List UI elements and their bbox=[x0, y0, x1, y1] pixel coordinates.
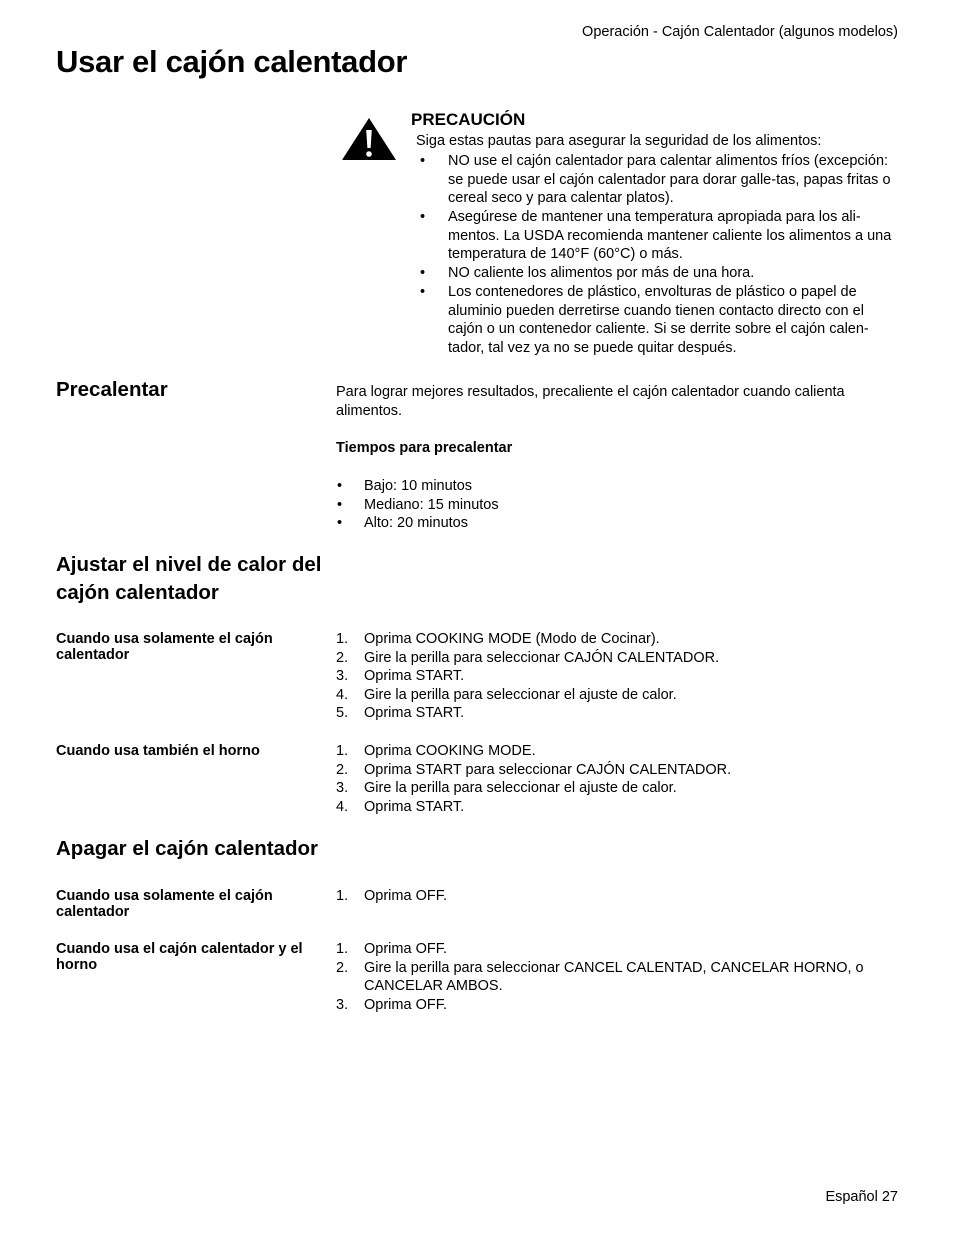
list-item: • NO caliente los alimentos por más de una hora. bbox=[416, 264, 902, 283]
caution-title: PRECAUCIÓN bbox=[411, 110, 526, 129]
list-item: 2. Gire la perilla para seleccionar CAJÓN CALENTADOR. bbox=[336, 649, 720, 666]
page-title: Usar el cajón calentador bbox=[56, 44, 408, 79]
adjust-heading: Ajustar el nivel de calor del cajón calentador bbox=[56, 553, 322, 604]
preheat-heading: Precalentar bbox=[56, 378, 168, 401]
preheat-times-title: Tiempos para precalentar bbox=[336, 440, 513, 456]
list-item: 4. Oprima START. bbox=[336, 798, 465, 815]
list-item: 3. Oprima OFF. bbox=[336, 996, 447, 1013]
list-item: 1. Oprima OFF. bbox=[336, 888, 447, 904]
off-drawer-and-oven-steps bbox=[336, 940, 896, 1014]
list-item: 4. Gire la perilla para seleccionar el ajuste de calor. bbox=[336, 686, 677, 703]
list-item: 1. Oprima COOKING MODE (Modo de Cocinar). bbox=[336, 631, 660, 647]
off-only-drawer-label: Cuando usa solamente el cajón calentador bbox=[56, 888, 273, 920]
list-item: 2. Gire la perilla para seleccionar CANCEL CALENTAD, CANCELAR HORNO, o CANCELAR AMBOS. bbox=[336, 959, 864, 994]
page-number: Español 27 bbox=[825, 1189, 898, 1205]
running-header: Operación - Cajón Calentador (algunos modelos) bbox=[582, 24, 898, 40]
list-item: • Alto: 20 minutos bbox=[336, 514, 896, 533]
preheat-text: Para lograr mejores resultados, precaliente el cajón calentador cuando calienta alimentos. bbox=[336, 384, 845, 419]
list-item: • Bajo: 10 minutos bbox=[336, 477, 896, 496]
off-drawer-and-oven-label: Cuando usa el cajón calentador y el horno bbox=[56, 941, 303, 973]
adjust-only-drawer-steps bbox=[336, 630, 896, 723]
list-item: 3. Gire la perilla para seleccionar el ajuste de calor. bbox=[336, 780, 677, 796]
adjust-with-oven-steps bbox=[336, 742, 896, 816]
list-item: • Asegúrese de mantener una temperatura apropiada para los ali-mentos. La USDA recomienda mantener caliente los alimentos a una temperatura de 140°F (60°C) o más. bbox=[416, 208, 902, 264]
list-item: 5. Oprima START. bbox=[336, 705, 465, 721]
adjust-only-drawer-label: Cuando usa solamente el cajón calentador bbox=[56, 631, 273, 663]
off-only-drawer-steps bbox=[336, 887, 896, 906]
list-item: 1. Oprima OFF. bbox=[336, 941, 447, 957]
list-item: • Los contenedores de plástico, envolturas de plástico o papel de aluminio pueden derretirse cuando tienen contacto directo con el cajón o un contenedor caliente. Si se derrite sobre el cajón calen-tador, tal vez ya no se puede quitar después. bbox=[416, 283, 902, 357]
list-item: • Mediano: 15 minutos bbox=[336, 496, 896, 515]
caution-list bbox=[416, 152, 902, 358]
list-item: 3. Oprima START. bbox=[336, 668, 465, 684]
caution-intro: Siga estas pautas para asegurar la seguridad de los alimentos: bbox=[416, 133, 822, 149]
list-item: 2. Oprima START para seleccionar CAJÓN CALENTADOR. bbox=[336, 761, 732, 778]
preheat-times-list bbox=[336, 477, 896, 533]
list-item: 1. Oprima COOKING MODE. bbox=[336, 743, 536, 759]
list-item: • NO use el cajón calentador para calentar alimentos fríos (excepción: se puede usar el cajón calentador para dorar galle-tas, papas fritas o cereal seco y para calentar platos). bbox=[416, 152, 902, 208]
adjust-with-oven-label: Cuando usa también el horno bbox=[56, 743, 260, 759]
off-heading: Apagar el cajón calentador bbox=[56, 837, 319, 860]
warning-triangle-icon bbox=[340, 116, 398, 162]
